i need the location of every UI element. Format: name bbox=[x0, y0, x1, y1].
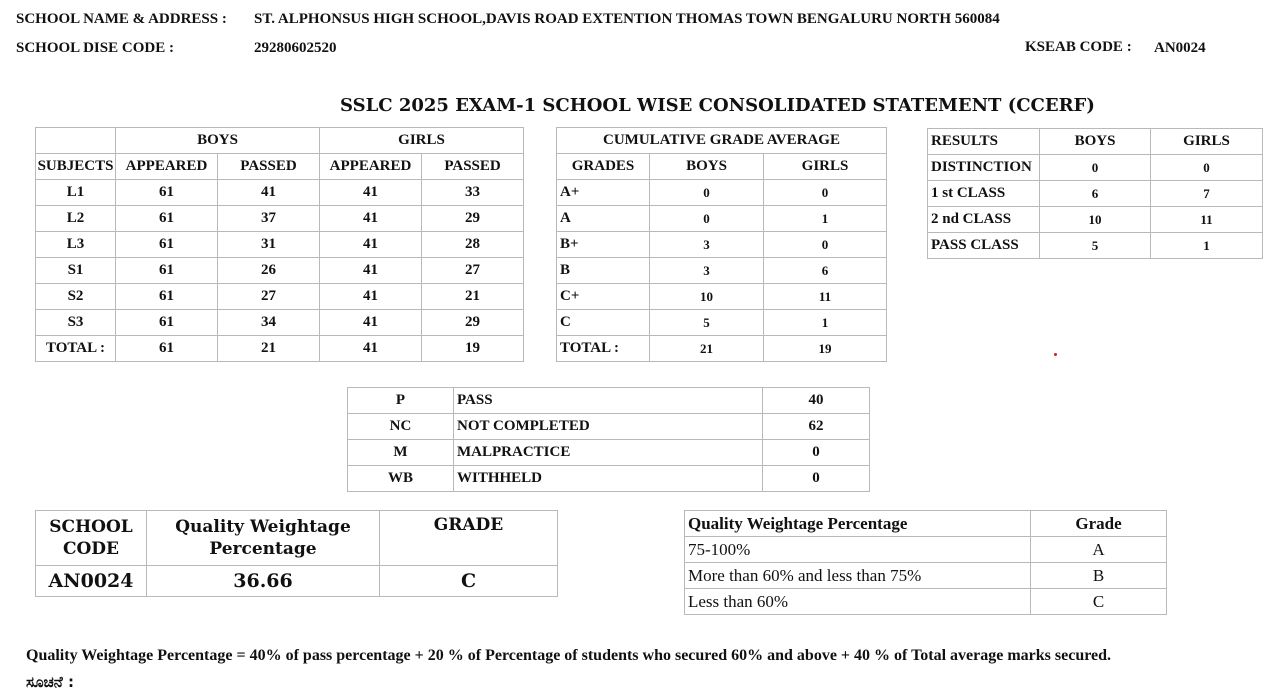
status-label-cell: MALPRACTICE bbox=[454, 440, 763, 466]
dise-code-label: SCHOOL DISE CODE : bbox=[16, 40, 174, 56]
kseab-code-value: AN0024 bbox=[1154, 40, 1206, 56]
status-count-cell: 40 bbox=[763, 388, 870, 414]
table-row bbox=[36, 284, 524, 310]
grade-boys-cell: 0 bbox=[650, 180, 764, 206]
scale-range-cell: Less than 60% bbox=[685, 589, 1031, 615]
boys-appeared-cell: 61 bbox=[116, 232, 218, 258]
girls-group-header: GIRLS bbox=[320, 128, 524, 154]
grade-girls-cell: 11 bbox=[764, 284, 887, 310]
boys-appeared-cell: 61 bbox=[116, 284, 218, 310]
grade-table-title: CUMULATIVE GRADE AVERAGE bbox=[557, 128, 887, 154]
girls-appeared-cell: 41 bbox=[320, 284, 422, 310]
table-row bbox=[348, 466, 870, 492]
grade-boys-cell: 3 bbox=[650, 232, 764, 258]
school-code-header: SCHOOL CODE bbox=[36, 511, 147, 566]
grade-girls-header: GIRLS bbox=[764, 154, 887, 180]
boys-passed-cell: 27 bbox=[218, 284, 320, 310]
boys-appeared-cell: 61 bbox=[116, 206, 218, 232]
table-row bbox=[685, 563, 1167, 589]
status-count-cell: 0 bbox=[763, 466, 870, 492]
boys-passed-cell: 34 bbox=[218, 310, 320, 336]
table-row bbox=[557, 258, 887, 284]
status-label-cell: WITHHELD bbox=[454, 466, 763, 492]
girls-passed-cell: 19 bbox=[422, 336, 524, 362]
table-row bbox=[348, 414, 870, 440]
table-row bbox=[928, 155, 1263, 181]
grade-boys-cell: 0 bbox=[650, 206, 764, 232]
table-row bbox=[36, 232, 524, 258]
status-code-cell: M bbox=[348, 440, 454, 466]
boys-appeared-cell: 61 bbox=[116, 310, 218, 336]
result-girls-cell: 1 bbox=[1151, 233, 1263, 259]
table-row bbox=[36, 310, 524, 336]
status-legend-table bbox=[347, 387, 870, 492]
table-row bbox=[557, 232, 887, 258]
status-label-cell: PASS bbox=[454, 388, 763, 414]
qwp-value-cell: 36.66 bbox=[147, 566, 380, 597]
scale-grade-cell: C bbox=[1031, 589, 1167, 615]
girls-appeared-header: APPEARED bbox=[320, 154, 422, 180]
dise-code-value: 29280602520 bbox=[254, 40, 337, 56]
scale-range-cell: More than 60% and less than 75% bbox=[685, 563, 1031, 589]
grade-girls-cell: 1 bbox=[764, 310, 887, 336]
grade-header: GRADE bbox=[380, 511, 558, 566]
grade-cell: C+ bbox=[557, 284, 650, 310]
subjects-table bbox=[35, 127, 524, 362]
result-girls-cell: 11 bbox=[1151, 207, 1263, 233]
school-name-value: ST. ALPHONSUS HIGH SCHOOL,DAVIS ROAD EXTENTION THOMAS TOWN BENGALURU NORTH 560084 bbox=[254, 11, 1000, 27]
result-girls-cell: 0 bbox=[1151, 155, 1263, 181]
grade-scale-table bbox=[684, 510, 1167, 615]
results-girls-header: GIRLS bbox=[1151, 129, 1263, 155]
note-label: ಸೂಚನೆ : bbox=[26, 673, 74, 691]
scale-grade-header: Grade bbox=[1031, 511, 1167, 537]
boys-passed-header: PASSED bbox=[218, 154, 320, 180]
girls-appeared-cell: 41 bbox=[320, 232, 422, 258]
red-dot-mark bbox=[1054, 353, 1057, 356]
table-row bbox=[557, 206, 887, 232]
boys-appeared-cell: 61 bbox=[116, 258, 218, 284]
grade-boys-cell: 3 bbox=[650, 258, 764, 284]
table-row bbox=[36, 566, 558, 597]
girls-appeared-cell: 41 bbox=[320, 258, 422, 284]
table-row bbox=[685, 589, 1167, 615]
grade-cell: B+ bbox=[557, 232, 650, 258]
scale-qwp-header: Quality Weightage Percentage bbox=[685, 511, 1031, 537]
grade-cell: B bbox=[557, 258, 650, 284]
results-boys-header: BOYS bbox=[1040, 129, 1151, 155]
result-boys-cell: 5 bbox=[1040, 233, 1151, 259]
kseab-code-label: KSEAB CODE : bbox=[1025, 39, 1132, 55]
girls-appeared-cell: 41 bbox=[320, 310, 422, 336]
subject-cell: L1 bbox=[36, 180, 116, 206]
boys-passed-cell: 41 bbox=[218, 180, 320, 206]
school-code-cell: AN0024 bbox=[36, 566, 147, 597]
girls-appeared-cell: 41 bbox=[320, 336, 422, 362]
scale-grade-cell: B bbox=[1031, 563, 1167, 589]
subject-cell: S2 bbox=[36, 284, 116, 310]
qwp-formula: Quality Weightage Percentage = 40% of pass percentage + 20 % of Percentage of students who secured 60% and above + 40 % of Total average marks secured. bbox=[26, 647, 1112, 664]
qwp-header: Quality Weightage Percentage bbox=[147, 511, 380, 566]
boys-passed-cell: 21 bbox=[218, 336, 320, 362]
girls-passed-cell: 29 bbox=[422, 206, 524, 232]
grade-boys-header: BOYS bbox=[650, 154, 764, 180]
girls-appeared-cell: 41 bbox=[320, 206, 422, 232]
table-row bbox=[36, 180, 524, 206]
result-boys-cell: 10 bbox=[1040, 207, 1151, 233]
grade-girls-cell: 1 bbox=[764, 206, 887, 232]
girls-passed-cell: 28 bbox=[422, 232, 524, 258]
subject-cell: L3 bbox=[36, 232, 116, 258]
subject-cell: TOTAL : bbox=[36, 336, 116, 362]
result-label-cell: 2 nd CLASS bbox=[928, 207, 1040, 233]
girls-passed-cell: 33 bbox=[422, 180, 524, 206]
grade-cell: TOTAL : bbox=[557, 336, 650, 362]
girls-passed-header: PASSED bbox=[422, 154, 524, 180]
boys-passed-cell: 31 bbox=[218, 232, 320, 258]
subject-cell: S1 bbox=[36, 258, 116, 284]
result-boys-cell: 0 bbox=[1040, 155, 1151, 181]
result-boys-cell: 6 bbox=[1040, 181, 1151, 207]
grade-cell: A+ bbox=[557, 180, 650, 206]
table-row bbox=[36, 258, 524, 284]
result-label-cell: DISTINCTION bbox=[928, 155, 1040, 181]
quality-weightage-table bbox=[35, 510, 558, 597]
scale-grade-cell: A bbox=[1031, 537, 1167, 563]
grade-girls-cell: 0 bbox=[764, 180, 887, 206]
result-label-cell: 1 st CLASS bbox=[928, 181, 1040, 207]
result-label-cell: PASS CLASS bbox=[928, 233, 1040, 259]
subject-cell: S3 bbox=[36, 310, 116, 336]
boys-passed-cell: 26 bbox=[218, 258, 320, 284]
table-row bbox=[348, 388, 870, 414]
boys-passed-cell: 37 bbox=[218, 206, 320, 232]
grade-cell: A bbox=[557, 206, 650, 232]
grades-header: GRADES bbox=[557, 154, 650, 180]
table-row bbox=[557, 310, 887, 336]
scale-range-cell: 75-100% bbox=[685, 537, 1031, 563]
boys-group-header: BOYS bbox=[116, 128, 320, 154]
grade-boys-cell: 21 bbox=[650, 336, 764, 362]
status-code-cell: WB bbox=[348, 466, 454, 492]
grade-boys-cell: 10 bbox=[650, 284, 764, 310]
results-header: RESULTS bbox=[928, 129, 1040, 155]
table-row bbox=[928, 207, 1263, 233]
table-row bbox=[685, 537, 1167, 563]
grade-boys-cell: 5 bbox=[650, 310, 764, 336]
subject-cell: L2 bbox=[36, 206, 116, 232]
table-row bbox=[928, 181, 1263, 207]
subjects-corner bbox=[36, 128, 116, 154]
grade-girls-cell: 6 bbox=[764, 258, 887, 284]
table-row-total bbox=[36, 336, 524, 362]
school-name-label: SCHOOL NAME & ADDRESS : bbox=[16, 11, 227, 27]
grade-cell: C bbox=[557, 310, 650, 336]
table-row bbox=[928, 233, 1263, 259]
table-row bbox=[36, 206, 524, 232]
girls-passed-cell: 21 bbox=[422, 284, 524, 310]
status-code-cell: P bbox=[348, 388, 454, 414]
page-title: SSLC 2025 EXAM-1 SCHOOL WISE CONSOLIDATED STATEMENT (CCERF) bbox=[340, 95, 1095, 116]
grade-average-table bbox=[556, 127, 887, 362]
boys-appeared-cell: 61 bbox=[116, 336, 218, 362]
results-table bbox=[927, 128, 1263, 259]
grade-value-cell: C bbox=[380, 566, 558, 597]
girls-appeared-cell: 41 bbox=[320, 180, 422, 206]
table-row bbox=[557, 180, 887, 206]
girls-passed-cell: 27 bbox=[422, 258, 524, 284]
status-label-cell: NOT COMPLETED bbox=[454, 414, 763, 440]
grade-girls-cell: 0 bbox=[764, 232, 887, 258]
girls-passed-cell: 29 bbox=[422, 310, 524, 336]
boys-appeared-header: APPEARED bbox=[116, 154, 218, 180]
status-count-cell: 62 bbox=[763, 414, 870, 440]
boys-appeared-cell: 61 bbox=[116, 180, 218, 206]
subjects-header: SUBJECTS bbox=[36, 154, 116, 180]
result-girls-cell: 7 bbox=[1151, 181, 1263, 207]
grade-girls-cell: 19 bbox=[764, 336, 887, 362]
status-count-cell: 0 bbox=[763, 440, 870, 466]
table-row bbox=[557, 284, 887, 310]
table-row bbox=[348, 440, 870, 466]
table-row-total bbox=[557, 336, 887, 362]
status-code-cell: NC bbox=[348, 414, 454, 440]
